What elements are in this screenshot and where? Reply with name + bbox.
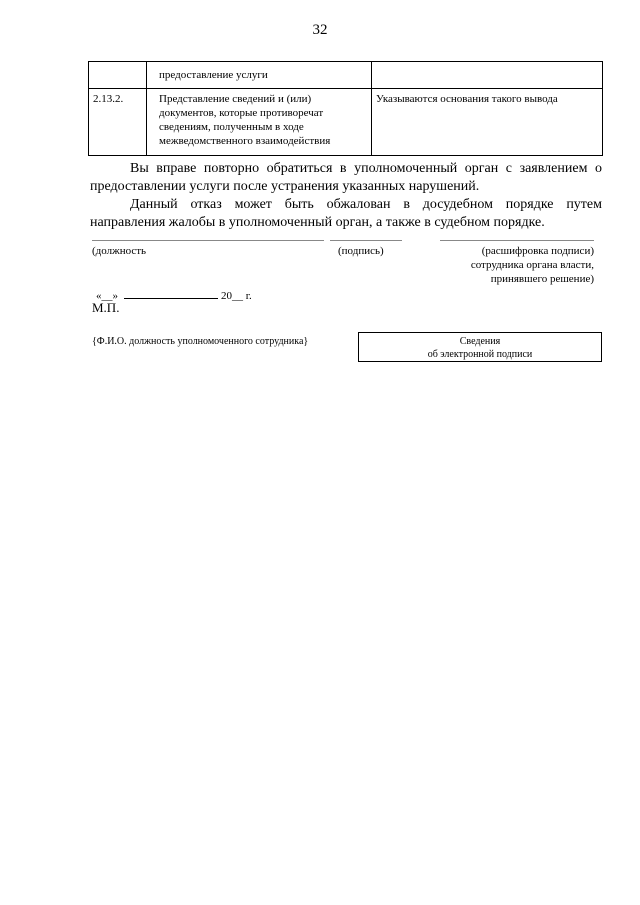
decoding-label xyxy=(420,244,594,286)
date-year: 20__ г. xyxy=(221,290,252,302)
paragraph-reapply: Вы вправе повторно обратиться в уполномоченный орган с заявлением о предоставлении услуги после устранения указанных нарушений. xyxy=(90,161,602,194)
row-text-cell xyxy=(147,89,372,156)
esign-line: Сведения xyxy=(459,336,501,347)
fio-label: {Ф.И.О. должность уполномоченного сотрудника} xyxy=(92,336,309,347)
decoding-signature-line xyxy=(440,240,594,241)
date-month-underline xyxy=(124,289,218,299)
electronic-signature-box xyxy=(358,332,602,362)
esign-line: об электронной подписи xyxy=(427,349,533,360)
decoding-line: принявшего решение) xyxy=(490,273,594,285)
requirements-table xyxy=(88,61,603,156)
paragraph-appeal: Данный отказ может быть обжалован в досудебном порядке путем направления жалобы в уполномоченный орган, а также в судебном порядке. xyxy=(90,197,602,230)
table-row xyxy=(89,89,603,156)
decoding-line: (расшифровка подписи) xyxy=(481,245,594,257)
table-row xyxy=(89,62,603,89)
position-label: (должность xyxy=(92,245,147,257)
row-text-line: межведомственного взаимодействия xyxy=(159,135,331,147)
row-note-cell xyxy=(372,62,603,89)
signature-line xyxy=(330,240,402,241)
row-note-cell: Указываются основания такого вывода xyxy=(372,89,603,156)
row-text-line: Представление сведений и (или) xyxy=(159,93,312,105)
row-text-cell: предоставление услуги xyxy=(147,62,372,89)
row-text-line: документов, которые противоречат xyxy=(159,107,324,119)
row-text-line: сведениям, полученным в ходе xyxy=(159,121,304,133)
decoding-line: сотрудника органа власти, xyxy=(470,259,594,271)
signature-label: (подпись) xyxy=(338,245,384,257)
row-number-cell: 2.13.2. xyxy=(89,89,147,156)
date-day: «__» xyxy=(96,290,118,302)
body-text xyxy=(90,160,602,232)
stamp-mark: М.П. xyxy=(92,300,120,315)
position-signature-line xyxy=(92,240,324,241)
row-number-cell xyxy=(89,62,147,89)
page-number: 32 xyxy=(312,22,328,38)
